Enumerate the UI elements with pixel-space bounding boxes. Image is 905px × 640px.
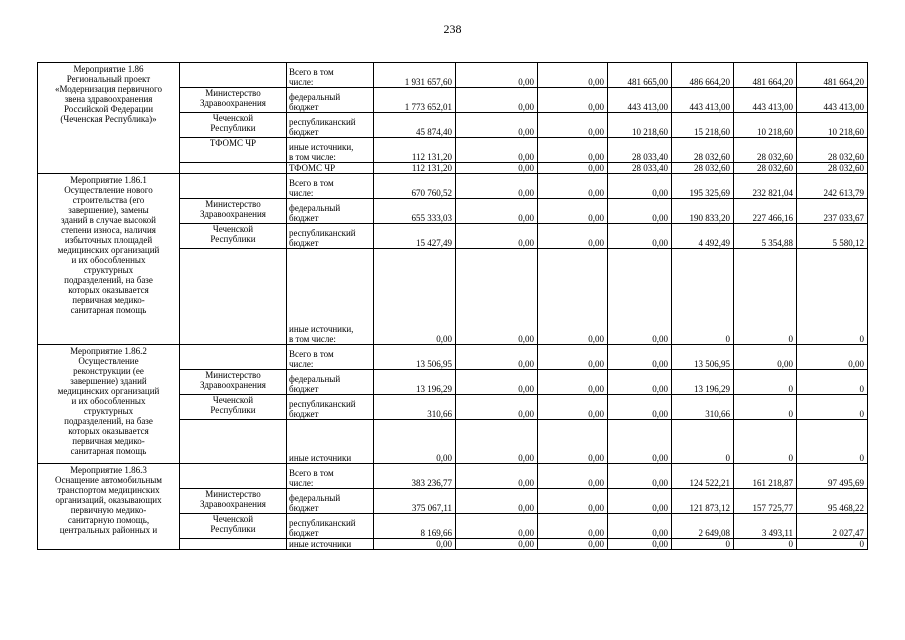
amount-cell: 0	[734, 420, 797, 464]
amount-cell: 10 218,60	[734, 113, 797, 138]
amount-cell: 28 032,60	[797, 138, 868, 163]
amount-cell: 190 833,20	[672, 199, 734, 224]
text-line: Осуществление	[78, 356, 139, 366]
text-line: завершение) зданий	[70, 376, 147, 386]
text-line: Всего в том	[289, 468, 334, 478]
text-line: избыточных площадей	[64, 235, 153, 245]
amount-cell: 0,00	[374, 249, 456, 345]
text-line: Министерство	[205, 88, 261, 98]
amount-cell: 0,00	[538, 370, 608, 395]
amount-cell: 1 931 657,60	[374, 63, 456, 88]
amount-cell: 0,00	[538, 113, 608, 138]
amount-cell: 8 169,66	[374, 514, 456, 539]
text-line: санитарная помощь	[70, 305, 147, 315]
amount-cell: 124 522,21	[672, 464, 734, 489]
measure-description	[38, 174, 180, 345]
amount-cell: 0,00	[456, 163, 538, 174]
amount-cell: 0,00	[608, 420, 672, 464]
amount-cell: 13 506,95	[672, 345, 734, 370]
amount-cell: 0,00	[608, 249, 672, 345]
amount-cell: 95 468,22	[797, 489, 868, 514]
amount-cell: 0,00	[608, 395, 672, 420]
funding-source-cell	[287, 249, 374, 345]
funding-source-cell	[287, 420, 374, 464]
executor-cell	[180, 163, 287, 174]
executor-cell	[180, 224, 287, 249]
amount-cell: 1 773 652,01	[374, 88, 456, 113]
amount-cell: 0,00	[456, 224, 538, 249]
executor-cell	[180, 420, 287, 464]
amount-cell: 0,00	[538, 249, 608, 345]
text-line: Республики	[210, 123, 256, 133]
executor-cell	[180, 395, 287, 420]
text-line: Министерство	[205, 199, 261, 209]
table-row	[38, 345, 868, 370]
funding-source-cell	[287, 514, 374, 539]
amount-cell: 0,00	[456, 420, 538, 464]
text-line: и их обособленных	[71, 396, 146, 406]
amount-cell: 0,00	[456, 395, 538, 420]
text-line: звена здравоохранения	[64, 94, 153, 104]
text-line: подразделений, на базе	[64, 275, 153, 285]
text-line: первичная медико-	[72, 436, 145, 446]
amount-cell: 2 649,08	[672, 514, 734, 539]
text-line: структурных	[83, 406, 134, 416]
executor-cell	[180, 464, 287, 489]
text-line: федеральный	[289, 92, 341, 102]
executor-cell	[180, 345, 287, 370]
amount-cell: 10 218,60	[797, 113, 868, 138]
text-line: бюджет	[289, 528, 319, 538]
amount-cell: 237 033,67	[797, 199, 868, 224]
budget-table	[37, 62, 868, 550]
text-line: Мероприятие 1.86.1	[70, 175, 147, 185]
text-line: медицинских организаций	[57, 245, 160, 255]
amount-cell: 0,00	[456, 88, 538, 113]
amount-cell: 0,00	[456, 370, 538, 395]
text-line: Здравоохранения	[200, 499, 266, 509]
amount-cell: 0,00	[538, 163, 608, 174]
text-line: первичная медико-	[72, 295, 145, 305]
amount-cell: 0,00	[374, 539, 456, 550]
amount-cell: 161 218,87	[734, 464, 797, 489]
text-line: центральных районных и	[59, 525, 158, 535]
text-line: Здравоохранения	[200, 380, 266, 390]
amount-cell: 242 613,79	[797, 174, 868, 199]
amount-cell: 112 131,20	[374, 163, 456, 174]
amount-cell: 443 413,00	[734, 88, 797, 113]
text-line: бюджет	[289, 409, 319, 419]
amount-cell: 0,00	[456, 249, 538, 345]
amount-cell: 2 027,47	[797, 514, 868, 539]
amount-cell: 0,00	[538, 138, 608, 163]
amount-cell: 383 236,77	[374, 464, 456, 489]
amount-cell: 13 196,29	[374, 370, 456, 395]
amount-cell: 227 466,16	[734, 199, 797, 224]
text-line: первичную медико-	[70, 505, 147, 515]
amount-cell: 195 325,69	[672, 174, 734, 199]
amount-cell: 0,00	[608, 464, 672, 489]
amount-cell: 232 821,04	[734, 174, 797, 199]
amount-cell: 0,00	[456, 113, 538, 138]
funding-source-cell	[287, 138, 374, 163]
amount-cell: 0,00	[608, 489, 672, 514]
text-line: Региональный проект	[66, 74, 151, 84]
text-line: Всего в том	[289, 349, 334, 359]
amount-cell: 0	[797, 370, 868, 395]
funding-source-cell	[287, 395, 374, 420]
amount-cell: 481 664,20	[734, 63, 797, 88]
amount-cell: 0,00	[608, 174, 672, 199]
amount-cell: 0,00	[608, 199, 672, 224]
amount-cell: 0	[672, 539, 734, 550]
text-line: Республики	[210, 524, 256, 534]
amount-cell: 5 354,88	[734, 224, 797, 249]
amount-cell: 0,00	[456, 174, 538, 199]
text-line: транспортом медицинских	[57, 485, 160, 495]
funding-source-cell	[287, 224, 374, 249]
table-row	[38, 63, 868, 88]
amount-cell: 5 580,12	[797, 224, 868, 249]
amount-cell: 0	[797, 249, 868, 345]
text-line: завершение), замены	[68, 205, 149, 215]
executor-cell	[180, 539, 287, 550]
text-line: числе:	[289, 359, 314, 369]
text-line: Республики	[210, 405, 256, 415]
text-line: подразделений, на базе	[64, 416, 153, 426]
funding-source-cell	[287, 370, 374, 395]
amount-cell: 0,00	[608, 514, 672, 539]
amount-cell: 0,00	[734, 345, 797, 370]
text-line: Всего в том	[289, 178, 334, 188]
text-line: федеральный	[289, 493, 341, 503]
measure-description	[38, 464, 180, 550]
amount-cell: 0	[672, 420, 734, 464]
amount-cell: 28 032,60	[672, 163, 734, 174]
executor-cell	[180, 174, 287, 199]
text-line: числе:	[289, 77, 314, 87]
amount-cell: 28 033,40	[608, 163, 672, 174]
amount-cell: 0,00	[538, 199, 608, 224]
executor-cell	[180, 514, 287, 539]
text-line: Чеченской	[212, 113, 254, 123]
amount-cell: 13 506,95	[374, 345, 456, 370]
amount-cell: 13 196,29	[672, 370, 734, 395]
text-line: Здравоохранения	[200, 98, 266, 108]
amount-cell: 481 664,20	[797, 63, 868, 88]
amount-cell: 157 725,77	[734, 489, 797, 514]
text-line: реконструкции (ее	[73, 366, 144, 376]
text-line: медицинских организаций	[57, 386, 160, 396]
amount-cell: 28 032,60	[734, 163, 797, 174]
funding-source-cell	[287, 163, 374, 174]
funding-source-cell	[287, 464, 374, 489]
funding-source-cell	[287, 539, 374, 550]
text-line: и их обособленных	[71, 255, 146, 265]
executor-cell	[180, 63, 287, 88]
amount-cell: 486 664,20	[672, 63, 734, 88]
executor-cell	[180, 370, 287, 395]
executor-cell	[180, 138, 287, 163]
text-line: республиканский	[289, 228, 356, 238]
amount-cell: 0,00	[538, 539, 608, 550]
amount-cell: 310,66	[374, 395, 456, 420]
funding-source-cell	[287, 88, 374, 113]
amount-cell: 28 032,60	[672, 138, 734, 163]
text-line: бюджет	[289, 384, 319, 394]
amount-cell: 310,66	[672, 395, 734, 420]
amount-cell: 15 218,60	[672, 113, 734, 138]
amount-cell: 0,00	[538, 420, 608, 464]
text-line: строительства (его	[72, 195, 145, 205]
executor-cell	[180, 489, 287, 514]
funding-source-cell	[287, 174, 374, 199]
amount-cell: 0,00	[608, 370, 672, 395]
amount-cell: 0,00	[456, 63, 538, 88]
text-line: которых оказывается	[68, 285, 149, 295]
text-line: иные источники	[289, 539, 352, 549]
amount-cell: 0,00	[608, 345, 672, 370]
text-line: Здравоохранения	[200, 209, 266, 219]
text-line: Чеченской	[212, 224, 254, 234]
amount-cell: 0,00	[374, 420, 456, 464]
amount-cell: 670 760,52	[374, 174, 456, 199]
measure-description	[38, 63, 180, 174]
text-line: структурных	[83, 265, 134, 275]
funding-source-cell	[287, 345, 374, 370]
executor-cell	[180, 88, 287, 113]
amount-cell: 45 874,40	[374, 113, 456, 138]
funding-source-cell	[287, 113, 374, 138]
text-line: иные источники,	[289, 142, 354, 152]
text-line: Министерство	[205, 489, 261, 499]
text-line: ТФОМС ЧР	[209, 138, 257, 148]
amount-cell: 0,00	[538, 224, 608, 249]
text-line: бюджет	[289, 127, 319, 137]
amount-cell: 0,00	[538, 174, 608, 199]
text-line: иные источники	[289, 453, 352, 463]
funding-source-cell	[287, 489, 374, 514]
text-line: в том числе:	[289, 152, 336, 162]
text-line: республиканский	[289, 399, 356, 409]
amount-cell: 10 218,60	[608, 113, 672, 138]
page-number: 238	[443, 22, 462, 36]
amount-cell: 4 492,49	[672, 224, 734, 249]
amount-cell: 0,00	[456, 489, 538, 514]
amount-cell: 0,00	[538, 88, 608, 113]
text-line: ТФОМС ЧР	[289, 163, 336, 173]
amount-cell: 655 333,03	[374, 199, 456, 224]
text-line: «Модернизация первичного	[55, 84, 162, 94]
text-line: Мероприятие 1.86	[73, 64, 144, 74]
amount-cell: 481 665,00	[608, 63, 672, 88]
amount-cell: 0	[797, 420, 868, 464]
executor-cell	[180, 199, 287, 224]
amount-cell: 0,00	[456, 539, 538, 550]
amount-cell: 0,00	[456, 345, 538, 370]
text-line: бюджет	[289, 102, 319, 112]
text-line: федеральный	[289, 374, 341, 384]
amount-cell: 0	[734, 370, 797, 395]
amount-cell: 0,00	[538, 489, 608, 514]
text-line: Всего в том	[289, 67, 334, 77]
amount-cell: 121 873,12	[672, 489, 734, 514]
text-line: федеральный	[289, 203, 341, 213]
amount-cell: 0	[734, 395, 797, 420]
amount-cell: 0,00	[538, 395, 608, 420]
amount-cell: 0,00	[797, 345, 868, 370]
amount-cell: 0	[797, 395, 868, 420]
text-line: Республики	[210, 234, 256, 244]
measure-description	[38, 345, 180, 464]
amount-cell: 443 413,00	[797, 88, 868, 113]
text-line: санитарную помощь,	[67, 515, 150, 525]
amount-cell: 0,00	[538, 514, 608, 539]
text-line: Оснащение автомобильным	[54, 475, 162, 485]
amount-cell: 0,00	[608, 539, 672, 550]
text-line: Мероприятие 1.86.3	[70, 465, 147, 475]
text-line: республиканский	[289, 117, 356, 127]
text-line: Министерство	[205, 370, 261, 380]
table-row	[38, 464, 868, 489]
text-line: степени износа, наличия	[61, 225, 156, 235]
amount-cell: 28 032,60	[734, 138, 797, 163]
amount-cell: 375 067,11	[374, 489, 456, 514]
amount-cell: 0	[734, 539, 797, 550]
amount-cell: 443 413,00	[672, 88, 734, 113]
amount-cell: 0	[797, 539, 868, 550]
text-line: Чеченской	[212, 395, 254, 405]
amount-cell: 0,00	[456, 199, 538, 224]
amount-cell: 0,00	[608, 224, 672, 249]
amount-cell: 0,00	[456, 138, 538, 163]
amount-cell: 0,00	[538, 464, 608, 489]
text-line: числе:	[289, 478, 314, 488]
text-line: (Чеченская Республика)»	[60, 114, 157, 124]
text-line: Мероприятие 1.86.2	[70, 346, 147, 356]
text-line: зданий в случае высокой	[61, 215, 156, 225]
amount-cell: 0,00	[456, 464, 538, 489]
text-line: республиканский	[289, 518, 356, 528]
amount-cell: 28 033,40	[608, 138, 672, 163]
amount-cell: 112 131,20	[374, 138, 456, 163]
executor-cell	[180, 249, 287, 345]
amount-cell: 15 427,49	[374, 224, 456, 249]
amount-cell: 0,00	[538, 63, 608, 88]
text-line: Осуществление нового	[64, 185, 153, 195]
amount-cell: 443 413,00	[608, 88, 672, 113]
text-line: бюджет	[289, 503, 319, 513]
amount-cell: 0,00	[538, 345, 608, 370]
amount-cell: 97 495,69	[797, 464, 868, 489]
funding-source-cell	[287, 63, 374, 88]
text-line: бюджет	[289, 213, 319, 223]
amount-cell: 0,00	[456, 514, 538, 539]
amount-cell: 0	[672, 249, 734, 345]
text-line: организаций, оказывающих	[55, 495, 162, 505]
text-line: Чеченской	[212, 514, 254, 524]
text-line: иные источники,	[289, 324, 354, 334]
text-line: в том числе:	[289, 334, 336, 344]
amount-cell: 28 032,60	[797, 163, 868, 174]
funding-source-cell	[287, 199, 374, 224]
text-line: бюджет	[289, 238, 319, 248]
text-line: числе:	[289, 188, 314, 198]
table-row	[38, 174, 868, 199]
amount-cell: 0	[734, 249, 797, 345]
text-line: санитарная помощь	[70, 446, 147, 456]
executor-cell	[180, 113, 287, 138]
amount-cell: 3 493,11	[734, 514, 797, 539]
text-line: которых оказывается	[68, 426, 149, 436]
text-line: Российской Федерации	[63, 104, 154, 114]
